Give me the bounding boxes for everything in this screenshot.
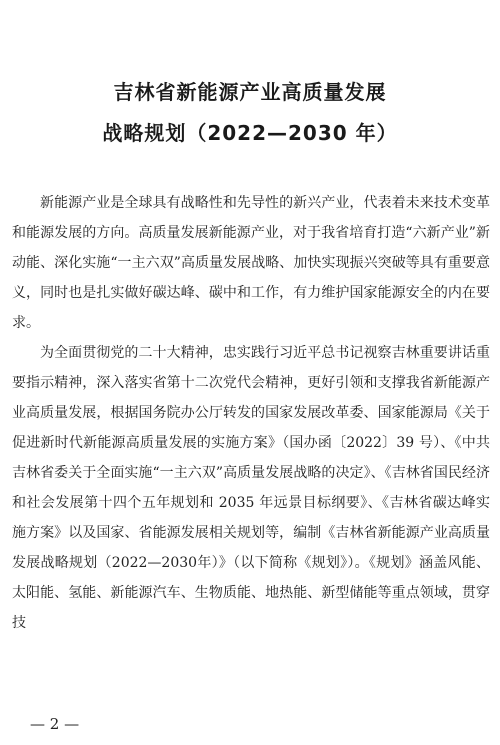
body-paragraph: 为全面贯彻党的二十大精神，忠实践行习近平总书记视察吉林重要讲话重要指示精神，深入落实省第十二次党代会精神，更好引领和支撑我省新能源产业高质量发展，根据国务院办公厅转发的国家发展改革委、国家能源局《关于促进新时代新能源高质量发展的实施方案》（国办函〔2022〕39 号）、《中共吉林省委关于全面实施“一主六双”高质量发展战略的决定》、《吉林省国民经济和社会发展第十四个五年规划和 2035 年远景目标纲要》、《吉林省碳达峰实施方案》以及国家、省能源发展相关规划等，编制《吉林省新能源产业高质量发展战略规划（2022—2030年）》（以下简称《规划》）。《规划》涵盖风能、太阳能、氢能、新能源汽车、生物质能、地热能、新型储能等重点领域，贯穿技: [12, 345, 490, 631]
document-title-line-2: 战略规划（2022—2030 年）: [102, 121, 398, 145]
body-paragraph: 新能源产业是全球具有战略性和先导性的新兴产业，代表着未来技术变革和能源发展的方向。高质量发展新能源产业，对于我省培育打造“六新产业”新动能、深化实施“一主六双”高质量发展战略、加快实现振兴突破等具有重要意义，同时也是扎实做好碳达峰、碳中和工作，有力维护国家能源安全的内在要求。: [12, 195, 490, 331]
document-title-line-1: 吉林省新能源产业高质量发展: [113, 80, 387, 104]
page-number: — 2 —: [30, 715, 80, 733]
document-body: [12, 188, 490, 638]
